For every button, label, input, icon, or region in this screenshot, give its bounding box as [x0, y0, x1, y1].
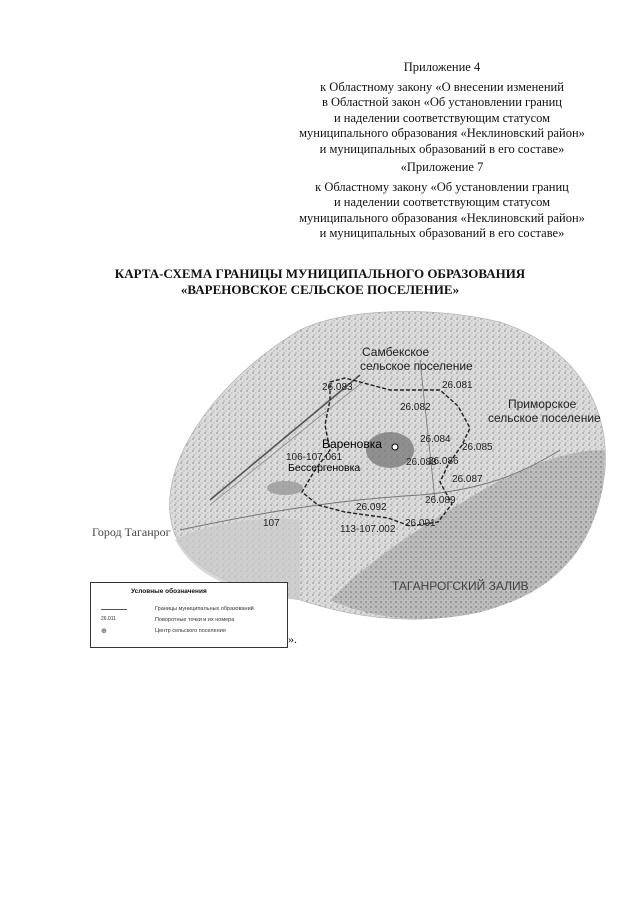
- title-line-2: «ВАРЕНОВСКОЕ СЕЛЬСКОЕ ПОСЕЛЕНИЕ»: [180, 282, 460, 297]
- legend-item-text: Поворотные точки и их номера: [155, 617, 235, 623]
- place-label-taganrog: Город Таганрог: [92, 525, 171, 539]
- turning-point-label: 26.085: [462, 442, 493, 453]
- turning-point-label: 26.092: [356, 502, 387, 513]
- legend-item-points: [97, 616, 281, 626]
- turning-point-label: 26.087: [452, 474, 483, 485]
- legend-item-center: [97, 627, 281, 637]
- closing-quote: ».: [288, 632, 297, 646]
- turning-point-label: 26.082: [400, 402, 431, 413]
- place-label-samboskoe: Самбекское: [362, 345, 430, 359]
- appendix-7-line: муниципального образования «Неклиновский район»: [299, 210, 585, 225]
- title-line-1: КАРТА-СХЕМА ГРАНИЦЫ МУНИЦИПАЛЬНОГО ОБРАЗОВАНИЯ: [114, 266, 526, 281]
- appendix-7-line: и муниципальных образований в его составе»: [319, 226, 565, 240]
- map-legend: [90, 582, 288, 648]
- appendix-7-line: и наделении соответствующим статусом: [333, 195, 551, 209]
- legend-title: Условные обозначения: [131, 588, 207, 595]
- place-label-samboskoe: сельское поселение: [360, 359, 473, 373]
- legend-line-symbol: [101, 609, 127, 610]
- turning-point-label: 26.081: [442, 380, 473, 391]
- turning-point-label: 26.089: [425, 495, 456, 506]
- appendix-4-line: и наделении соответствующим статусом: [333, 110, 551, 125]
- turning-point-label: 26.084: [420, 434, 451, 445]
- turning-point-label: 26.086: [428, 456, 459, 467]
- turning-point-label: 107: [263, 518, 280, 529]
- turning-point-label: 26.088: [406, 457, 437, 468]
- place-label-zaliv: ТАГАНРОГСКИЙ ЗАЛИВ: [392, 579, 529, 593]
- settlement-center-marker: [392, 444, 398, 450]
- appendix-4-line: к Областному закону «О внесении изменений: [320, 79, 564, 94]
- appendix-7-header: [292, 160, 592, 242]
- appendix-4-line: в Областной закон «Об установлении границ: [321, 95, 562, 109]
- legend-center-icon: ⊕: [101, 628, 107, 635]
- turning-point-label: 106-107.061: [286, 452, 343, 463]
- legend-item-text: Центр сельского поселения: [155, 628, 226, 634]
- place-label-varenovka: Вареновка: [322, 437, 382, 451]
- place-label-bessergenovka: Бессергеновка: [288, 462, 361, 474]
- legend-item-boundary: [97, 605, 281, 615]
- place-label-primorskoe: сельское поселение: [488, 411, 601, 425]
- appendix-4-line: и муниципальных образований в его составе»: [319, 141, 565, 156]
- appendix-4-heading: Приложение 4: [403, 60, 481, 74]
- legend-point-symbol: 26.011: [101, 616, 116, 622]
- boundary-map: [0, 300, 640, 630]
- document-title: [0, 266, 640, 298]
- legend-item-text: Границы муниципальных образований: [155, 606, 254, 612]
- settlement-bessergenovka: [267, 481, 303, 495]
- appendix-7-heading: «Приложение 7: [400, 160, 484, 174]
- appendix-7-line: к Областному закону «Об установлении границ: [315, 179, 569, 194]
- appendix-4-line: муниципального образования «Неклиновский район»: [299, 126, 585, 140]
- turning-point-label: 26.091: [405, 518, 436, 529]
- turning-point-label: 26.083: [322, 382, 353, 393]
- turning-point-label: 113-107.002: [340, 524, 396, 535]
- appendix-4-header: [292, 60, 592, 157]
- place-label-primorskoe: Приморское: [508, 397, 577, 411]
